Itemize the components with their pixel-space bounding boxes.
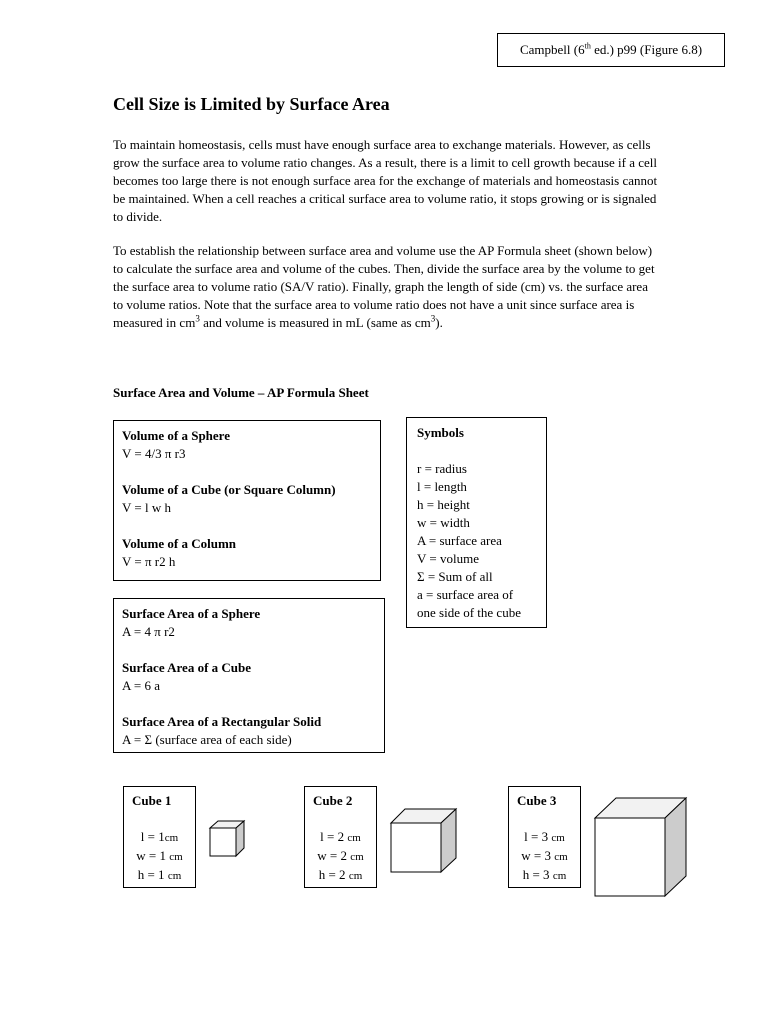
symbols-heading: Symbols [417,425,464,440]
formula-sheet-heading: Surface Area and Volume – AP Formula Sheet [113,385,369,400]
page-title: Cell Size is Limited by Surface Area [113,94,390,114]
formula-value: A = Σ (surface area of each side) [122,732,292,747]
cube-3-label [508,786,581,888]
cube-1-label [123,786,196,888]
cube-dimension: h = 1 cm [137,867,182,882]
cube-dimension: l = 3 cm [524,829,565,844]
formula-heading: Volume of a Cube (or Square Column) [122,482,336,497]
symbol-item: Σ = Sum of all [417,569,493,584]
cube-dimension: l = 1cm [140,829,179,844]
formula-value: A = 4 π r2 [122,624,175,639]
formula-heading: Surface Area of a Sphere [122,606,261,621]
cube-front-face [391,823,441,872]
intro-paragraph: To maintain homeostasis, cells must have enough surface area to exchange materials. However, as cells grow the surface area to volume ratio changes. As a result, there is a limit to cell growth because if a cell becomes too large there is not enough surface area for the exchange of materials and homeostasis cannot be maintained. When a cell reaches a critical surface area to volume ratio, it stops growing or is signaled to divide. [113,137,658,224]
cube-2-label [304,786,377,888]
formula-value: V = l w h [122,500,171,515]
cube-dimension: h = 2 cm [318,867,363,882]
symbols-box [406,417,547,628]
cube-title: Cube 1 [132,793,172,808]
formula-heading: Surface Area of a Rectangular Solid [122,714,322,729]
formula-heading: Surface Area of a Cube [122,660,252,675]
citation-box: Campbell (6th ed.) p99 (Figure 6.8) [497,33,725,67]
cube-dimension: l = 2 cm [320,829,361,844]
cube-front-face [595,818,665,896]
formula-value: A = 6 a [122,678,161,693]
symbol-item: h = height [417,497,470,512]
symbol-item: a = surface area of [417,587,514,602]
cube-2-drawing [390,808,458,874]
formula-value: V = 4/3 π r3 [122,446,186,461]
cube-3-drawing [594,797,688,897]
symbol-item: w = width [417,515,470,530]
formula-value: V = π r2 h [122,554,176,569]
symbol-item: A = surface area [417,533,502,548]
instructions-paragraph: To establish the relationship between surface area and volume use the AP Formula sheet (shown below) to calculate the surface area and volume of the cubes. Then, divide the surface area by the volume to get the surface area to volume ratio (SA/V ratio). Finally, graph the length of side (cm) vs. the surface area to volume ratios. Note that the surface area to volume ratio does not have a unit since surface area is measured in $cm^3$ and volume is measured in mL (same as $cm^3$). [113,243,655,330]
symbol-item: r = radius [417,461,467,476]
cube-dimension: h = 3 cm [522,867,567,882]
cube-dimension: w = 3 cm [521,848,568,863]
symbol-item: l = length [417,479,467,494]
symbol-item: V = volume [417,551,479,566]
symbol-item: one side of the cube [417,605,521,620]
cube-title: Cube 2 [313,793,353,808]
cube-dimension: w = 1 cm [136,848,183,863]
formula-heading: Volume of a Sphere [122,428,230,443]
cube-front-face [210,828,236,856]
cube-1-drawing [209,820,247,858]
formula-heading: Volume of a Column [122,536,237,551]
surface-area-formulas-box [113,598,385,753]
volume-formulas-box [113,420,381,581]
cube-title: Cube 3 [517,793,557,808]
cube-dimension: w = 2 cm [317,848,364,863]
